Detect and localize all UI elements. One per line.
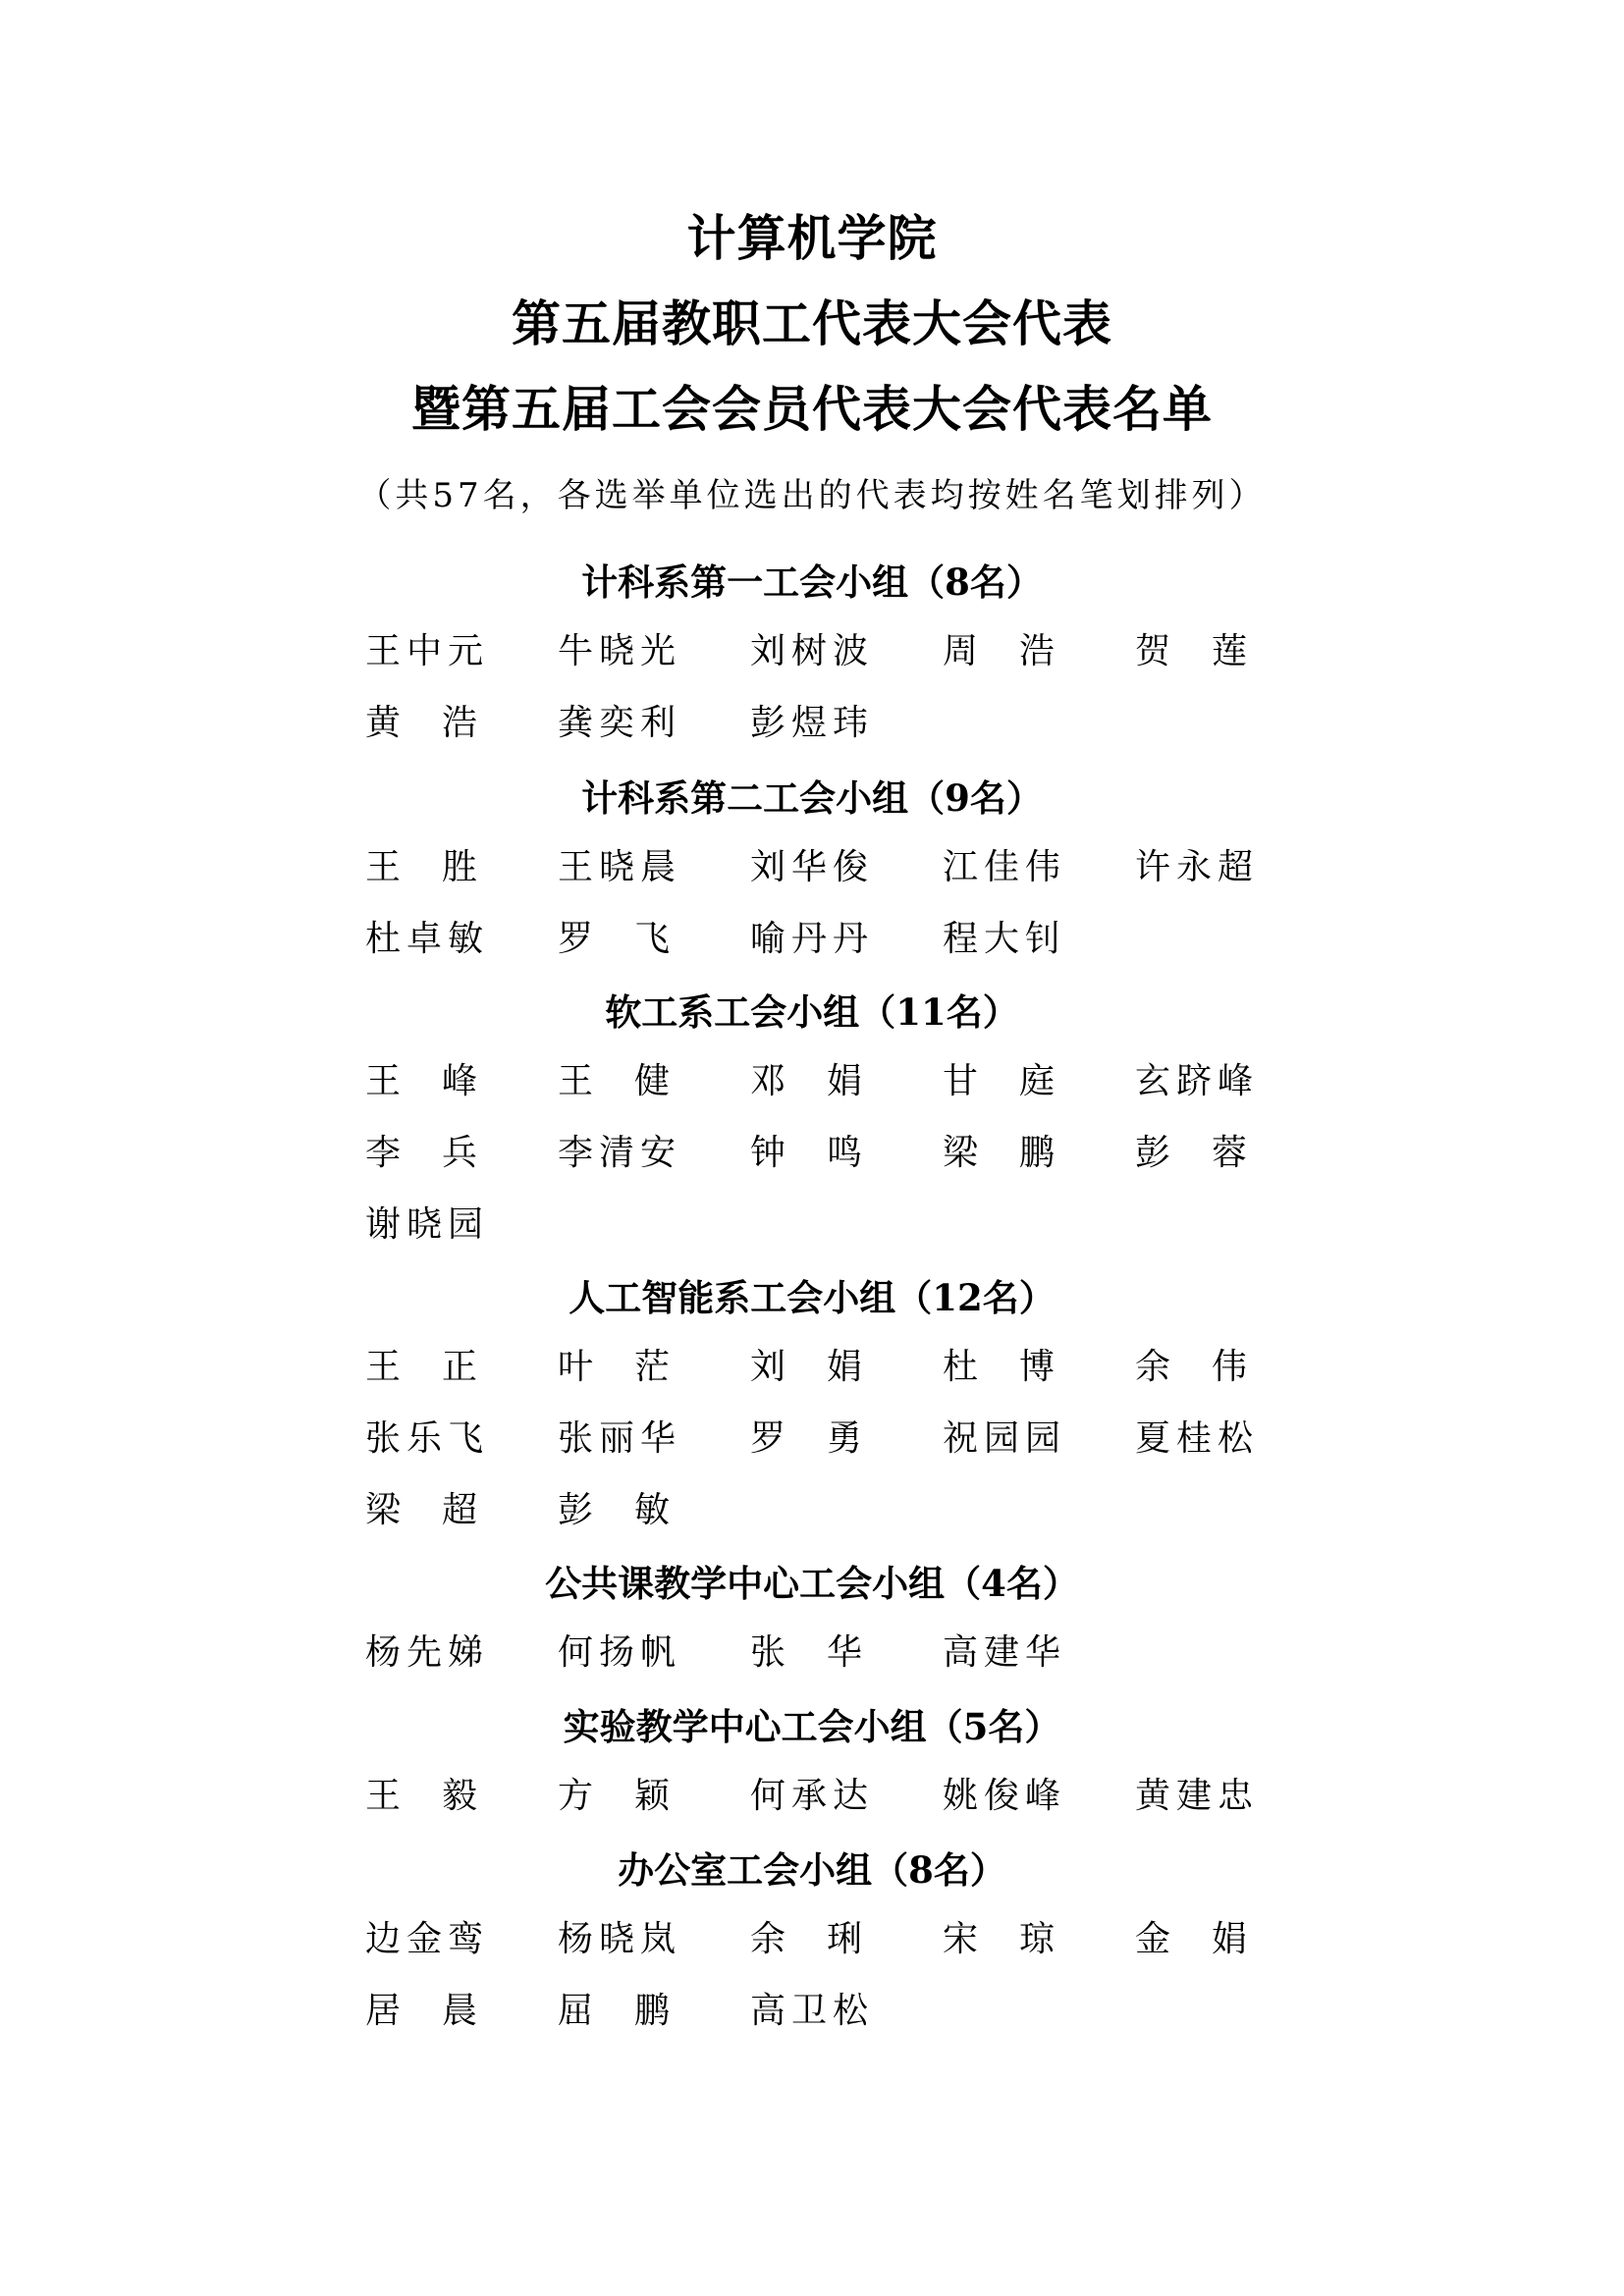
member-name: 牛晓光 [558,631,682,671]
member-name: 金娟 [1135,1919,1289,1959]
subtitle-note: （共57名，各选举单位选出的代表均按姓名笔划排列） [357,476,1267,515]
member-name: 程大钊 [943,919,1067,959]
member-name: 罗勇 [750,1418,904,1459]
member-name: 江佳伟 [943,847,1067,887]
member-name: 周浩 [943,631,1097,671]
member-name: 甘庭 [943,1061,1097,1101]
member-name: 宋琼 [943,1919,1097,1959]
member-name: 李清安 [558,1133,682,1173]
member-name: 张丽华 [558,1418,682,1459]
group-heading: 公共课教学中心工会小组（4名） [545,1562,1079,1605]
member-name: 杜博 [943,1347,1097,1387]
member-name: 许永超 [1135,847,1260,887]
member-name: 贺莲 [1135,631,1289,671]
group-heading: 办公室工会小组（8名） [618,1848,1006,1892]
member-name: 张乐飞 [365,1418,490,1459]
member-name: 刘娟 [750,1347,904,1387]
member-name: 姚俊峰 [943,1776,1067,1816]
member-name: 喻丹丹 [750,919,875,959]
member-name: 王晓晨 [558,847,682,887]
group-heading: 软工系工会小组（11名） [605,990,1019,1034]
member-name: 夏桂松 [1135,1418,1260,1459]
member-name: 余琍 [750,1919,904,1959]
member-name: 方颖 [558,1776,712,1816]
member-name: 梁超 [365,1490,519,1530]
member-name: 邓娟 [750,1061,904,1101]
member-name: 何扬帆 [558,1632,682,1673]
member-name: 刘华俊 [750,847,875,887]
member-name: 何承达 [750,1776,875,1816]
member-name: 张华 [750,1632,904,1673]
member-name: 居晨 [365,1991,519,2031]
member-name: 王正 [365,1347,519,1387]
member-name: 罗飞 [558,919,712,959]
member-name: 叶茫 [558,1347,712,1387]
title-line-3: 暨第五届工会会员代表大会代表名单 [411,380,1213,438]
member-name: 谢晓园 [365,1204,490,1245]
member-name: 高卫松 [750,1991,875,2031]
member-name: 玄跻峰 [1135,1061,1260,1101]
group-heading: 人工智能系工会小组（12名） [568,1276,1056,1319]
member-name: 祝园园 [943,1418,1067,1459]
member-name: 王健 [558,1061,712,1101]
member-name: 王胜 [365,847,519,887]
member-name: 杜卓敏 [365,919,490,959]
member-name: 钟鸣 [750,1133,904,1173]
group-heading: 实验教学中心工会小组（5名） [563,1705,1061,1748]
member-name: 高建华 [943,1632,1067,1673]
title-line-2: 第五届教职工代表大会代表 [512,294,1112,352]
member-name: 龚奕利 [558,703,682,743]
member-name: 黄浩 [365,703,519,743]
member-name: 彭敏 [558,1490,712,1530]
member-name: 王峰 [365,1061,519,1101]
member-name: 边金鸾 [365,1919,490,1959]
member-name: 余伟 [1135,1347,1289,1387]
group-heading: 计科系第二工会小组（9名） [581,776,1043,820]
member-name: 黄建忠 [1135,1776,1260,1816]
member-name: 杨晓岚 [558,1919,682,1959]
member-name: 李兵 [365,1133,519,1173]
member-name: 刘树波 [750,631,875,671]
member-name: 彭蓉 [1135,1133,1289,1173]
member-name: 杨先娣 [365,1632,490,1673]
group-heading: 计科系第一工会小组（8名） [581,561,1043,604]
member-name: 屈鹏 [558,1991,712,2031]
member-name: 王中元 [365,631,490,671]
member-name: 梁鹏 [943,1133,1097,1173]
member-name: 彭煜玮 [750,703,875,743]
member-name: 王毅 [365,1776,519,1816]
title-line-1: 计算机学院 [686,209,938,267]
